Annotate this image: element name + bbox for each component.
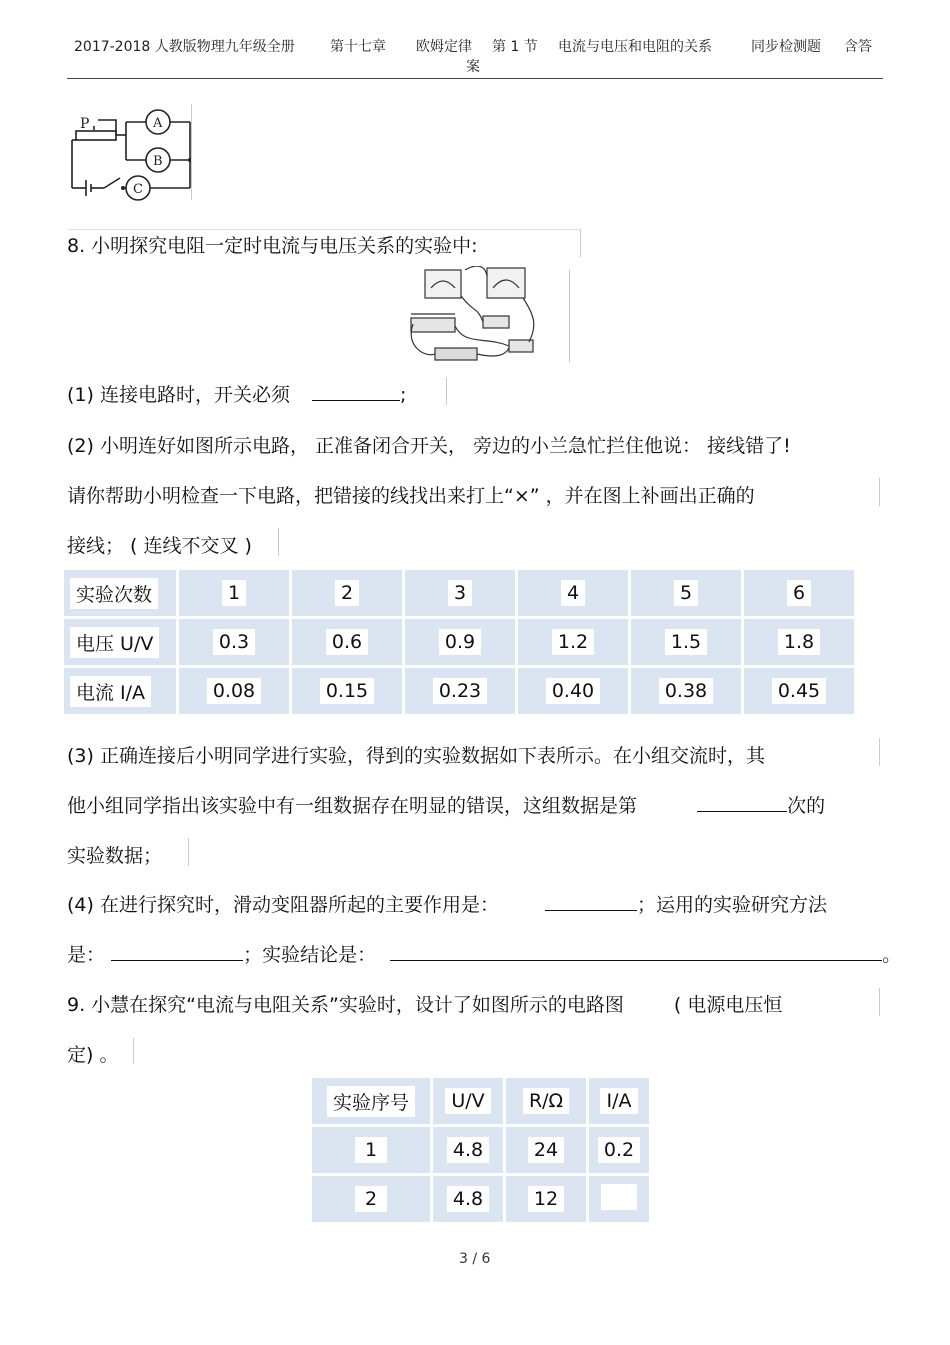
divider: [879, 478, 880, 506]
q8-sub3-end: 次的: [787, 795, 826, 817]
table-cell: 1: [311, 1126, 432, 1175]
q8-sub4-is: 是：: [67, 944, 106, 966]
table-row: [311, 1175, 651, 1224]
column-header: 实验序号: [311, 1077, 432, 1126]
header-rule: [67, 78, 883, 79]
divider: [569, 270, 570, 362]
q8-sub1-text: (1) 连接电路时，开关必须: [67, 384, 290, 406]
table-cell: 2: [311, 1175, 432, 1224]
q9-data-table: [309, 1075, 652, 1225]
q9-text-end: ( 电源电压恒: [673, 994, 783, 1016]
q8-sub2-line2: 请你帮助小明检查一下电路，把错接的线找出来打上“×” ，并在图上补画出正确的: [67, 485, 755, 507]
column-header: R/Ω: [505, 1077, 588, 1126]
row-header: 电流 I/A: [63, 667, 178, 716]
q8-sub4-text: (4) 在进行探究时，滑动变阻器所起的主要作用是：: [67, 894, 499, 916]
label-c: C: [133, 182, 143, 197]
row-header: 电压 U/V: [63, 618, 178, 667]
table-row: [63, 618, 856, 667]
q8-sub4-blank3[interactable]: [390, 942, 882, 961]
q9-text: 9. 小慧在探究“电流与电阻关系”实验时，设计了如图所示的电路图: [67, 994, 624, 1016]
page-number: 3 / 6: [459, 1251, 491, 1267]
table-cell: 3: [404, 569, 517, 618]
header-book: 2017-2018 人教版物理九年级全册: [74, 39, 295, 55]
q8-title: 8. 小明探究电阻一定时电流与电压关系的实验中:: [67, 235, 478, 257]
label-b: B: [153, 154, 163, 169]
q8-sub4-blank2[interactable]: [111, 942, 243, 961]
voltmeter-icon: [425, 270, 461, 298]
column-header: I/A: [588, 1077, 651, 1126]
table-cell-empty[interactable]: [588, 1175, 651, 1224]
q8-sub3-line3: 实验数据；: [67, 845, 163, 867]
table-cell: 0.15: [291, 667, 404, 716]
table-cell: 0.38: [630, 667, 743, 716]
table-cell: 0.08: [178, 667, 291, 716]
table-cell: 4.8: [432, 1175, 505, 1224]
ammeter-icon: [487, 268, 525, 298]
experiment-apparatus-image: [405, 266, 545, 366]
q8-sub3-text: 他小组同学指出该实验中有一组数据存在明显的错误，这组数据是第: [67, 795, 638, 817]
table-cell: 4.8: [432, 1126, 505, 1175]
divider: [133, 1038, 134, 1064]
table-cell: 0.45: [743, 667, 856, 716]
q8-sub2-line1: (2) 小明连好如图所示电路， 正准备闭合开关， 旁边的小兰急忙拦住他说： 接线错了!: [67, 435, 791, 457]
divider: [278, 528, 279, 556]
table-cell: 0.6: [291, 618, 404, 667]
table-row: [63, 569, 856, 618]
q8-sub4-line1: [67, 890, 827, 917]
table-cell: 2: [291, 569, 404, 618]
label-p: P: [80, 116, 90, 132]
q9-line2: 定) 。: [67, 1044, 119, 1066]
divider: [191, 104, 192, 200]
table-cell: 1.2: [517, 618, 630, 667]
table-cell: 6: [743, 569, 856, 618]
q9-line1: [67, 990, 782, 1017]
q8-sub4-blank1[interactable]: [545, 892, 637, 911]
q8-sub1: [67, 380, 406, 407]
divider: [67, 229, 580, 230]
column-header: U/V: [432, 1077, 505, 1126]
header-section-title: 电流与电压和电阻的关系: [558, 39, 712, 55]
table-cell: 1: [178, 569, 291, 618]
resistor-icon: [483, 316, 509, 328]
table-row: [311, 1126, 651, 1175]
q8-sub3-blank[interactable]: [697, 793, 787, 812]
q8-sub3-line2: [67, 791, 825, 818]
label-a: A: [153, 116, 163, 131]
table-cell: 1.5: [630, 618, 743, 667]
q8-sub1-end: ;: [400, 384, 407, 406]
switch-icon: [104, 178, 120, 188]
table-cell: 0.9: [404, 618, 517, 667]
rheostat-icon: [76, 131, 116, 140]
q8-sub4-end: ；运用的实验研究方法: [637, 894, 828, 916]
table-cell: 0.40: [517, 667, 630, 716]
table-cell: 5: [630, 569, 743, 618]
q8-sub1-blank[interactable]: [312, 382, 400, 401]
table-row: [63, 667, 856, 716]
divider: [879, 988, 880, 1016]
divider: [188, 838, 189, 866]
divider: [446, 377, 447, 405]
header-chapter: 第十七章: [330, 39, 386, 55]
circuit-diagram-1: [66, 102, 196, 202]
header-chapter-title: 欧姆定律: [416, 39, 472, 55]
table-cell: 12: [505, 1175, 588, 1224]
table-cell: 0.23: [404, 667, 517, 716]
header-type: 同步检测题: [751, 39, 821, 55]
header-section: 第 1 节: [492, 39, 538, 55]
table-cell: 4: [517, 569, 630, 618]
rheostat-image-icon: [411, 318, 455, 332]
header-answer: 含答: [844, 39, 872, 55]
header-line2: 案: [466, 59, 480, 75]
table-cell: 24: [505, 1126, 588, 1175]
table-header-row: [311, 1077, 651, 1126]
table-cell: 0.2: [588, 1126, 651, 1175]
table-cell: 0.3: [178, 618, 291, 667]
battery-box-icon: [435, 348, 477, 360]
divider: [580, 229, 581, 257]
divider: [879, 738, 880, 766]
q8-sub4-period: 。: [882, 944, 902, 966]
q8-sub3-line1: (3) 正确连接后小明同学进行实验，得到的实验数据如下表所示。在小组交流时，其: [67, 745, 765, 767]
q8-sub2-line3: 接线； ( 连线不交叉 ): [67, 535, 252, 557]
q8-sub4-conclusion-label: ；实验结论是：: [243, 944, 377, 966]
q8-data-table: [61, 567, 857, 717]
row-header: 实验次数: [63, 569, 178, 618]
table-cell: 1.8: [743, 618, 856, 667]
q8-sub4-line2: [67, 940, 901, 967]
